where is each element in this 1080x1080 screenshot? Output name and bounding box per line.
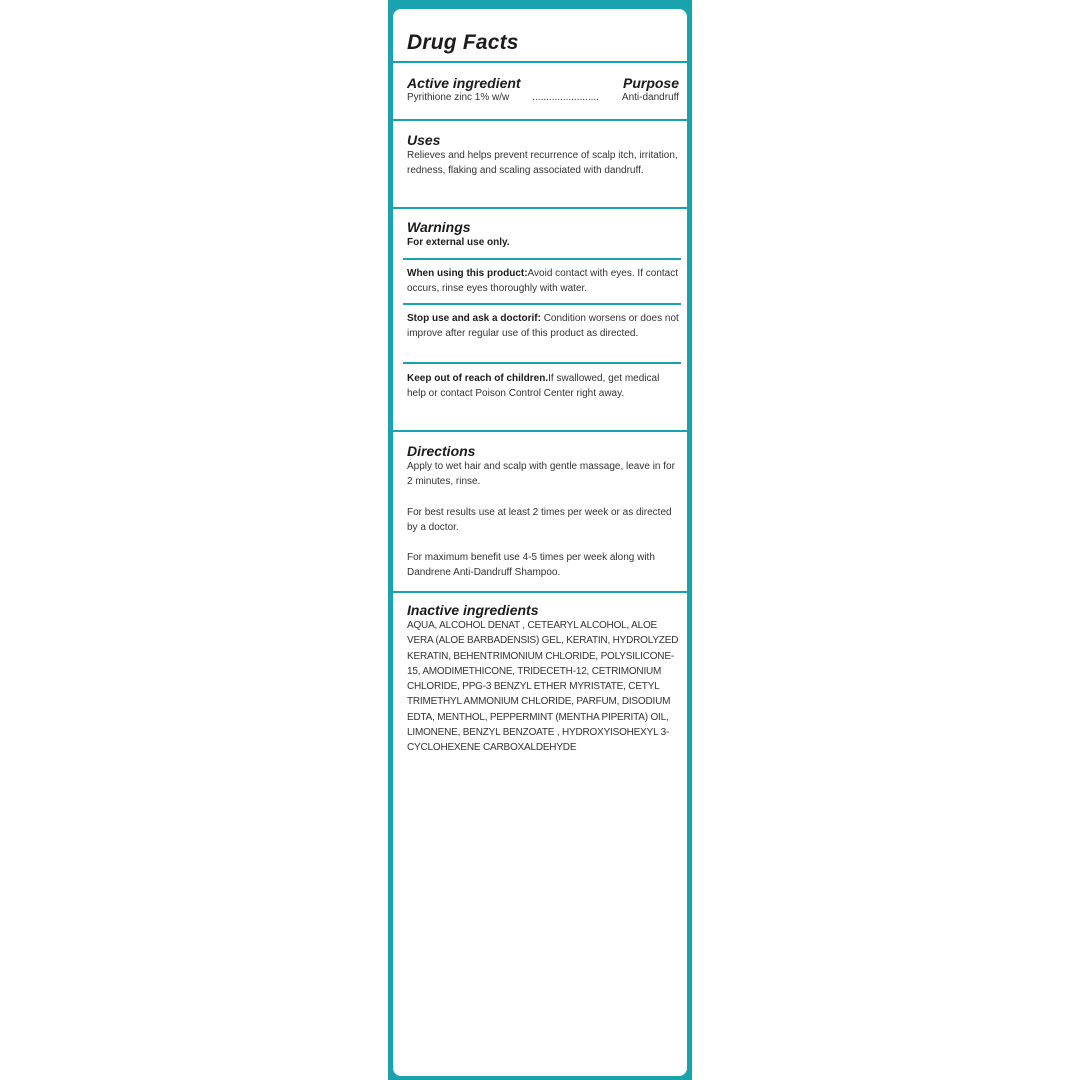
active-header-row — [407, 75, 679, 91]
drug-facts-frame — [388, 0, 692, 1080]
active-ingredient-purpose: Anti-dandruff — [621, 92, 679, 103]
active-ingredient-row — [407, 91, 679, 104]
active-ingredient-name: Pyrithione zinc 1% w/w — [407, 92, 510, 103]
title-section — [393, 31, 687, 55]
children-section — [393, 371, 687, 402]
directions-paragraph-1: Apply to wet hair and scalp with gentle massage, leave in for 2 minutes, rinse. — [407, 461, 675, 488]
uses-section — [393, 132, 687, 179]
purpose-heading: Purpose — [622, 75, 679, 91]
divider-active — [393, 119, 687, 121]
uses-text: Relieves and helps prevent recurrence of scalp itch, irritation, redness, flaking and scaling associated with dandruff. — [407, 150, 678, 177]
page-title: Drug Facts — [407, 31, 519, 54]
active-ingredient-section — [393, 75, 687, 104]
directions-section — [393, 443, 687, 581]
when-using-text — [407, 266, 679, 297]
when-using-label: When using this product: — [407, 268, 528, 279]
divider-warnings — [393, 430, 687, 432]
children-text — [407, 371, 679, 402]
stop-use-section — [393, 311, 687, 342]
active-ingredient-dots: ........................ — [532, 92, 599, 103]
divider-warnings-3 — [403, 362, 681, 364]
when-using-detail: Avoid contact with eyes. If contact occurs, rinse eyes thoroughly with water. — [407, 268, 678, 295]
external-use-note: For external use only. — [407, 237, 510, 248]
active-ingredient-heading: Active ingredient — [407, 75, 521, 91]
divider-warnings-1 — [403, 258, 681, 260]
divider-uses — [393, 207, 687, 209]
warnings-section — [393, 219, 687, 250]
inactive-ingredients-section — [393, 602, 687, 756]
directions-paragraph-2: For best results use at least 2 times per week or as directed by a doctor. — [407, 506, 672, 533]
children-label: Keep out of reach of children. — [407, 373, 549, 384]
when-using-section — [393, 266, 687, 297]
divider-title — [393, 61, 687, 63]
directions-heading: Directions — [407, 443, 476, 459]
inactive-ingredients-heading: Inactive ingredients — [407, 602, 539, 618]
stop-use-text — [407, 311, 679, 342]
inactive-ingredients-text: AQUA, ALCOHOL DENAT , CETEARYL ALCOHOL, ALOE VERA (ALOE BARBADENSIS) GEL, KERATIN, HYDROLYZED KERATIN, BEHENTRIMONIUM CHLORIDE, POLYSILICONE-15, AMODIMETHICONE, TRIDECETH-12, CETRIMONIUM CHLORIDE, PPG-3 BENZYL ETHER MYRISTATE, CETYL TRIMETHYL AMMONIUM CHLORIDE, PARFUM, DISODIUM EDTA, MENTHOL, PEPPERMINT (MENTHA PIPERITA) OIL, LIMONENE, BENZYL BENZOATE , HYDROXYISOHEXYL 3-CYCLOHEXENE CARBOXALDEHYDE — [407, 620, 679, 754]
uses-heading: Uses — [407, 132, 441, 148]
warnings-heading: Warnings — [407, 219, 471, 235]
divider-warnings-2 — [403, 303, 681, 305]
stop-use-detail: Condition worsens or does not improve after regular use of this product as directed. — [407, 313, 679, 340]
directions-paragraph-3: For maximum benefit use 4-5 times per week along with Dandrene Anti-Dandruff Shampoo. — [407, 552, 655, 579]
stop-use-label: Stop use and ask a doctorif: — [407, 313, 541, 324]
drug-facts-panel — [393, 9, 687, 1076]
children-detail: If swallowed, get medical help or contact Poison Control Center right away. — [407, 373, 660, 400]
divider-directions — [393, 591, 687, 593]
